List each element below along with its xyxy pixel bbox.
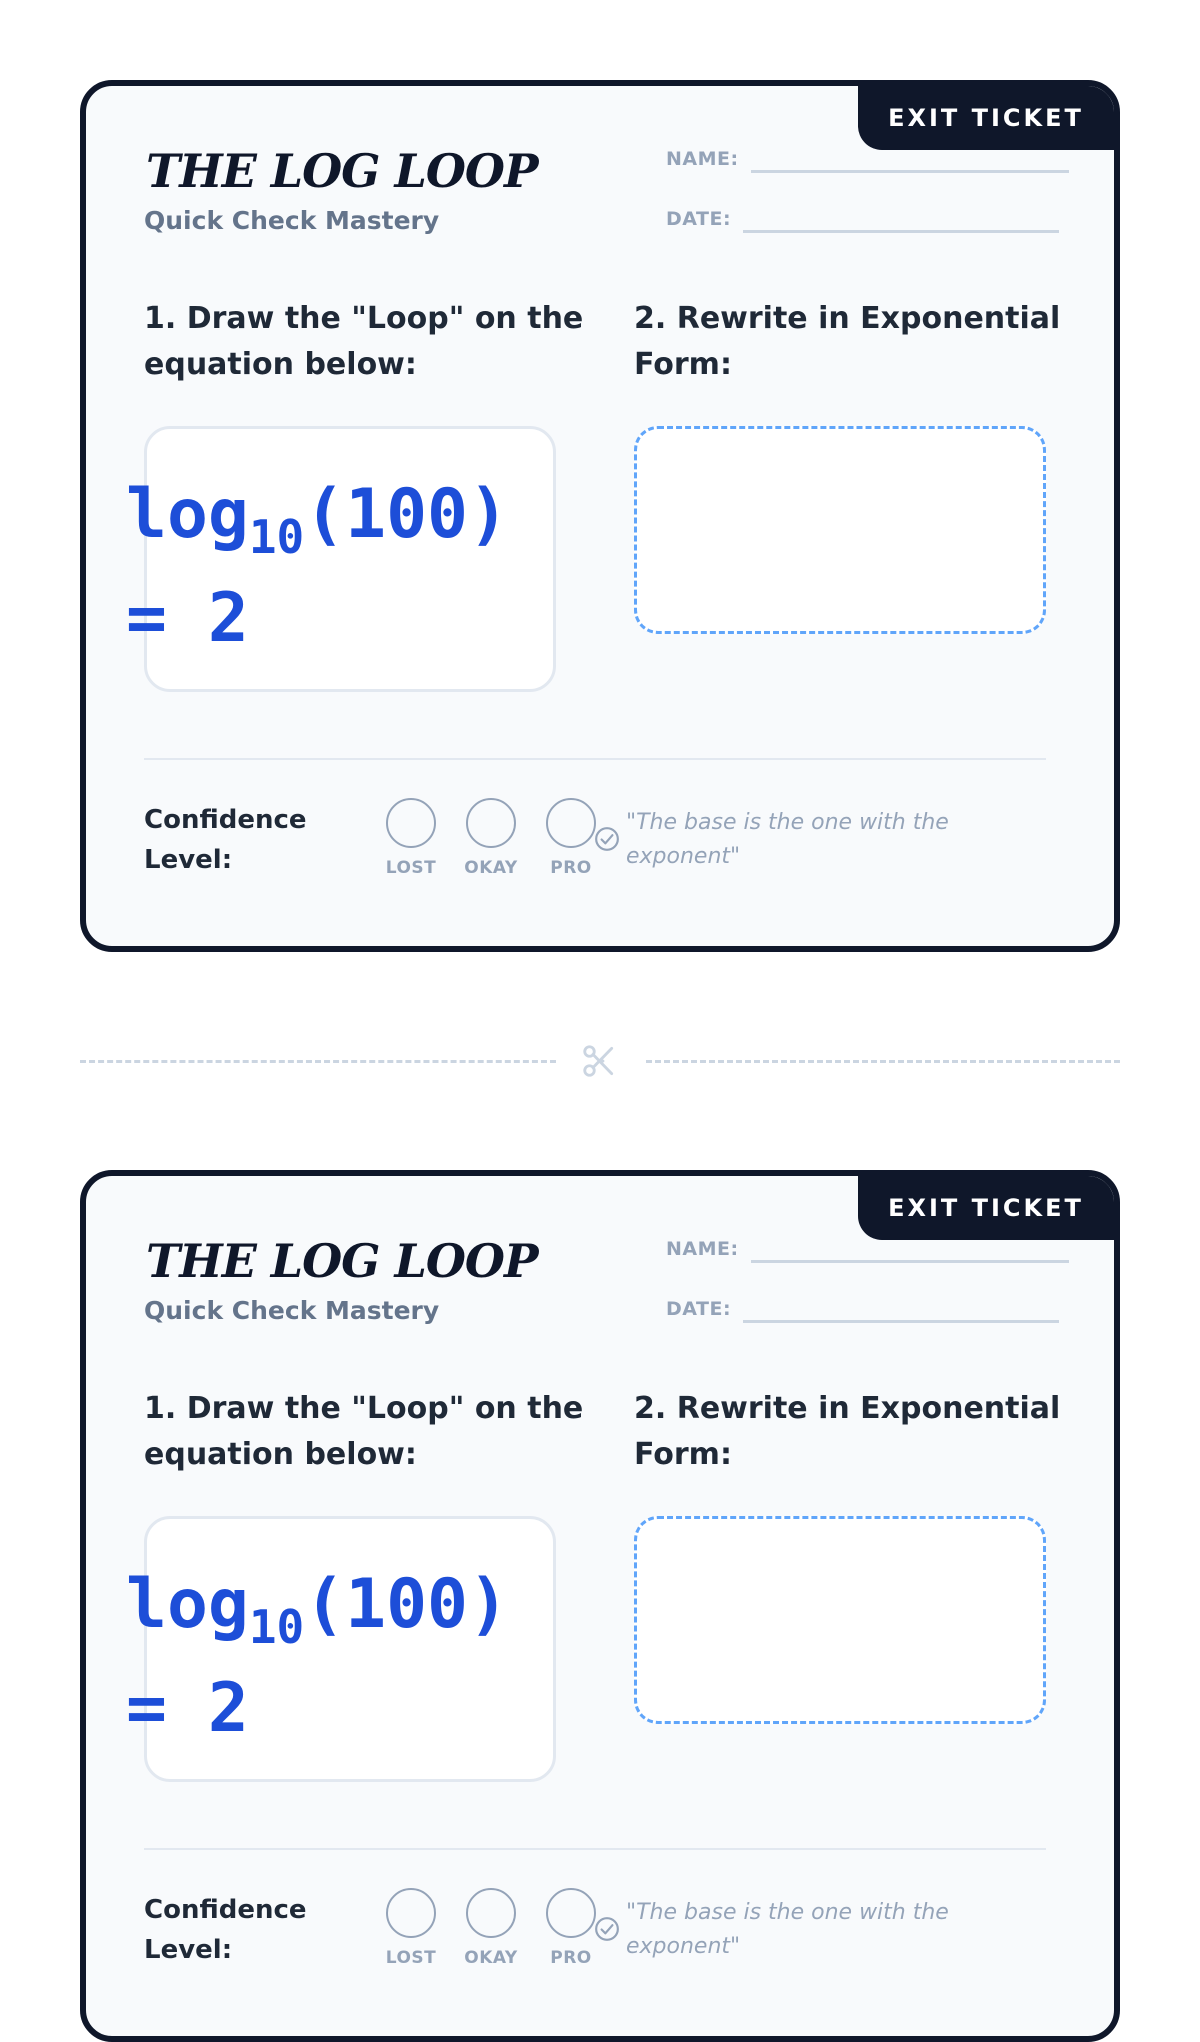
confidence-label: Confidence Level: <box>144 805 307 875</box>
name-line[interactable] <box>751 1260 1069 1263</box>
confidence-circle-pro[interactable] <box>546 1888 596 1938</box>
question-1: 1. Draw the "Loop" on the equation below: <box>144 1391 584 1472</box>
name-field[interactable] <box>666 1240 1069 1263</box>
equation-log: log <box>126 1565 249 1644</box>
date-label: DATE: <box>666 1298 732 1320</box>
equation-argument: (100) <box>304 475 509 554</box>
check-circle-icon <box>594 826 620 852</box>
confidence-option-lost[interactable] <box>371 798 451 878</box>
exit-ticket-badge: EXIT TICKET <box>858 86 1114 150</box>
log-equation <box>126 474 606 660</box>
exponential-answer-box[interactable] <box>634 1516 1046 1724</box>
confidence-option-lost[interactable] <box>371 1888 451 1968</box>
name-field[interactable] <box>666 150 1069 173</box>
confidence-option-label: PRO <box>550 1948 592 1968</box>
confidence-option-label: LOST <box>385 1948 437 1968</box>
hint-text: "The base is the one with the exponent" <box>626 810 949 869</box>
confidence-label: Confidence Level: <box>144 1895 307 1965</box>
equation-base: 10 <box>248 1600 305 1654</box>
date-label: DATE: <box>666 208 732 230</box>
confidence-circle-okay[interactable] <box>466 798 516 848</box>
equation-result: = 2 <box>126 579 249 658</box>
exit-ticket-card <box>80 1170 1120 2042</box>
confidence-option-label: OKAY <box>464 1948 518 1968</box>
equation-log: log <box>126 475 249 554</box>
log-equation <box>126 1564 606 1750</box>
hint-text: "The base is the one with the exponent" <box>626 1900 949 1959</box>
confidence-option-label: OKAY <box>464 858 518 878</box>
equation-result: = 2 <box>126 1669 249 1748</box>
confidence-circle-okay[interactable] <box>466 1888 516 1938</box>
confidence-option-okay[interactable] <box>451 1888 531 1968</box>
ticket-title: THE LOG LOOP <box>146 1234 538 1288</box>
confidence-circle-lost[interactable] <box>386 1888 436 1938</box>
scissors-icon <box>580 1042 618 1080</box>
check-circle-icon <box>594 1916 620 1942</box>
section-divider <box>144 1848 1046 1850</box>
exponential-answer-box[interactable] <box>634 426 1046 634</box>
ticket-subtitle: Quick Check Mastery <box>144 1296 440 1325</box>
confidence-option-okay[interactable] <box>451 798 531 878</box>
date-field[interactable] <box>666 210 1059 233</box>
name-label: NAME: <box>666 148 739 170</box>
equation-argument: (100) <box>304 1565 509 1644</box>
exit-ticket-card <box>80 80 1120 952</box>
cut-dash-right <box>646 1060 1120 1063</box>
date-line[interactable] <box>743 1320 1059 1323</box>
name-label: NAME: <box>666 1238 739 1260</box>
question-1: 1. Draw the "Loop" on the equation below: <box>144 301 584 382</box>
ticket-title: THE LOG LOOP <box>146 144 538 198</box>
cut-line <box>80 1040 1120 1080</box>
confidence-option-label: PRO <box>550 858 592 878</box>
cut-dash-left <box>80 1060 556 1063</box>
confidence-circle-pro[interactable] <box>546 798 596 848</box>
confidence-option-label: LOST <box>385 858 437 878</box>
exit-ticket-badge: EXIT TICKET <box>858 1176 1114 1240</box>
ticket-subtitle: Quick Check Mastery <box>144 206 440 235</box>
section-divider <box>144 758 1046 760</box>
date-field[interactable] <box>666 1300 1059 1323</box>
equation-base: 10 <box>248 510 305 564</box>
name-line[interactable] <box>751 170 1069 173</box>
confidence-circle-lost[interactable] <box>386 798 436 848</box>
question-2: 2. Rewrite in Exponential Form: <box>634 1391 1061 1472</box>
date-line[interactable] <box>743 230 1059 233</box>
question-2: 2. Rewrite in Exponential Form: <box>634 301 1061 382</box>
